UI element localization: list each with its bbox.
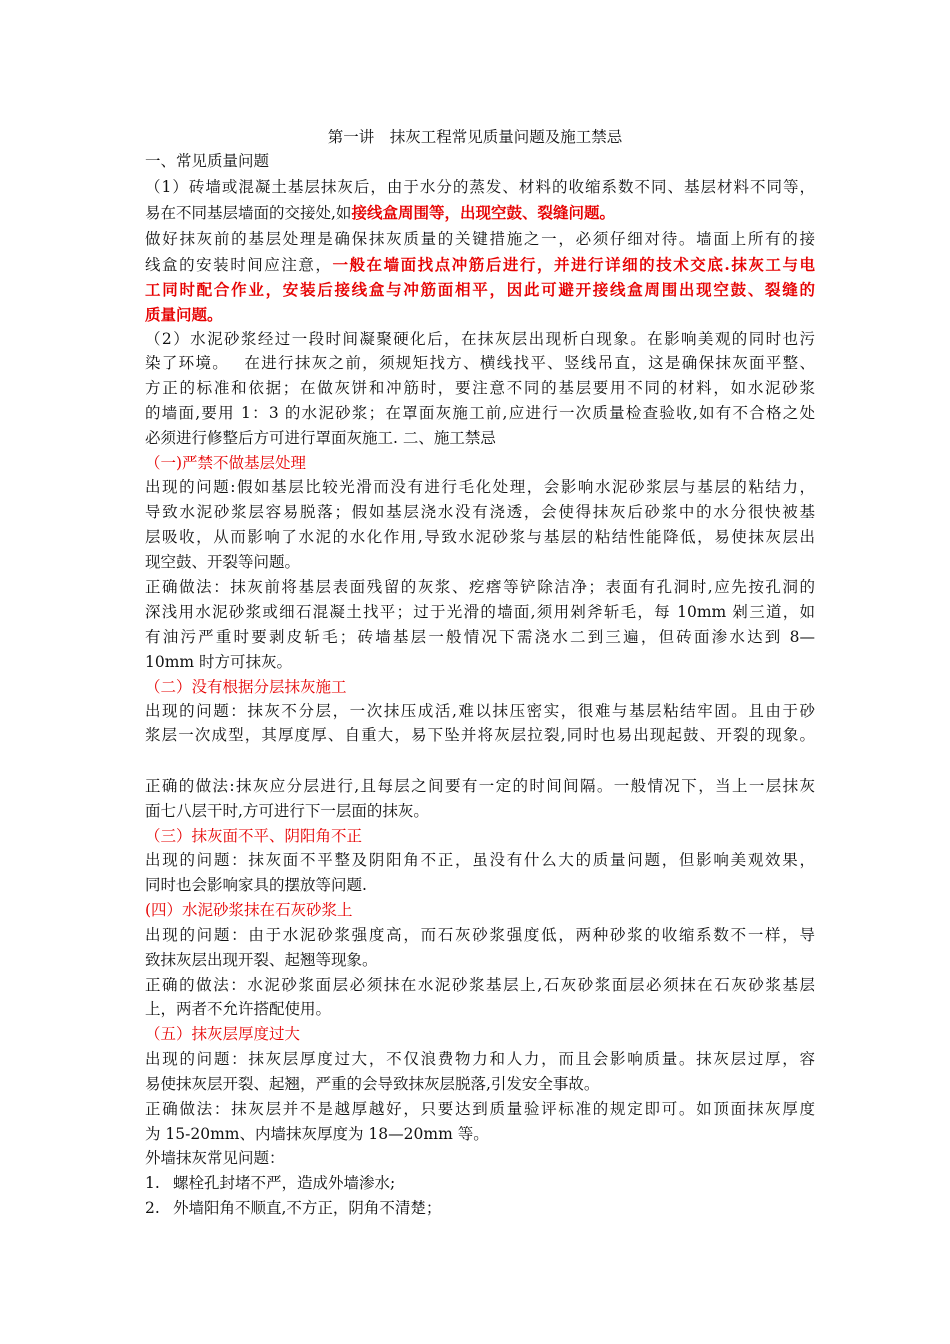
paragraph-line: （1）砖墙或混凝土基层抹灰后，由于水分的蒸发、材料的收缩系数不同、基层材料不同等，	[145, 178, 815, 196]
paragraph-line: 正确的做法:抹灰应分层进行,且每层之间要有一定的时间间隔。一般情况下，当上一层抹灰	[145, 777, 815, 795]
highlighted-line: 工同时配合作业，安装后接线盒与冲筋面相平，因此可避开接线盒周围出现空鼓、裂缝的	[145, 280, 815, 299]
paragraph-line: 出现的问题：抹灰面不平整及阴阳角不正，虽没有什么大的质量问题，但影响美观效果，	[145, 851, 815, 869]
paragraph-line	[145, 252, 815, 278]
paragraph-line: 的墙面,要用 1：3 的水泥砂浆；在罩面灰施工前,应进行一次质量检查验收,如有不合格之处	[145, 404, 815, 422]
paragraph-line: 面七八层干时,方可进行下一层面的抹灰。	[145, 802, 429, 820]
paragraph-line: 出现的问题：抹灰层厚度过大，不仅浪费物力和人力，而且会影响质量。抹灰层过厚，容	[145, 1050, 815, 1068]
paragraph-line: 层吸收，从而影响了水泥的水化作用,导致水泥砂浆与基层的粘结性能降低，易使抹灰层出	[145, 528, 815, 546]
paragraph-line: 正确做法：抹灰前将基层表面残留的灰浆、疙瘩等铲除洁净；表面有孔洞时,应先按孔洞的	[145, 578, 815, 596]
list-number: 1.	[145, 1174, 160, 1192]
paragraph-line: 出现的问题：抹灰不分层，一次抹压成活,难以抹压密实，很难与基层粘结牢固。且由于砂	[145, 702, 815, 720]
paragraph-line: 现空鼓、开裂等问题。	[145, 553, 301, 571]
paragraph-line: 导致水泥砂浆层容易脱落；假如基层浇水没有浇透，会使得抹灰后砂浆中的水分很快被基	[145, 503, 815, 521]
highlighted-line: 质量问题。	[145, 305, 223, 324]
section-heading-common-issues: 一、常见质量问题	[145, 152, 270, 170]
text-span: 线盒的安装时间应注意，	[145, 256, 333, 274]
paragraph-line: （2）水泥砂浆经过一段时间凝聚硬化后，在抹灰层出现析白现象。在影响美观的同时也污	[145, 330, 815, 348]
exterior-wall-heading: 外墙抹灰常见问题：	[145, 1149, 285, 1167]
paragraph-line: 出现的问题：由于水泥砂浆强度高，而石灰砂浆强度低，两种砂浆的收缩系数不一样，导	[145, 926, 815, 944]
subheading: (四）水泥砂浆抹在石灰砂浆上	[145, 901, 353, 919]
list-text: 外墙阳角不顺直,不方正，阴角不清楚；	[173, 1199, 442, 1217]
paragraph-line: 致抹灰层出现开裂、起翘等现象。	[145, 951, 378, 969]
paragraph-line: 方正的标准和依据；在做灰饼和冲筋时，要注意不同的基层要用不同的材料，如水泥砂浆	[145, 379, 815, 397]
subheading: （一)严禁不做基层处理	[145, 454, 307, 472]
subheading: （二）没有根据分层抹灰施工	[145, 678, 347, 696]
document-title: 第一讲 抹灰工程常见质量问题及施工禁忌	[327, 128, 623, 146]
highlighted-text: 一般在墙面找点冲筋后进行，并进行详细的技术交底.抹灰工与电	[332, 255, 815, 274]
list-text: 螺栓孔封堵不严，造成外墙渗水;	[173, 1174, 396, 1192]
paragraph-line: 易使抹灰层开裂、起翘，严重的会导致抹灰层脱落,引发安全事故。	[145, 1075, 600, 1093]
paragraph-line: 深浅用水泥砂浆或细石混凝土找平；过于光滑的墙面,须用剁斧斩毛，每 10mm 剁三道，如	[145, 603, 815, 621]
paragraph-line: 出现的问题:假如基层比较光滑而没有进行毛化处理，会影响水泥砂浆层与基层的粘结力，	[145, 478, 815, 496]
highlighted-text: 接线盒周围等，出现空鼓、裂缝问题。	[351, 203, 615, 222]
list-number: 2.	[145, 1199, 160, 1217]
paragraph-line: 正确的做法：水泥砂浆面层必须抹在水泥砂浆基层上,石灰砂浆面层必须抹在石灰砂浆基层	[145, 976, 815, 994]
subheading: （五）抹灰层厚度过大	[145, 1025, 301, 1043]
paragraph-line: 染了环境。 在进行抹灰之前，须规矩找方、横线找平、竖线吊直，这是确保抹灰面平整、	[145, 354, 815, 372]
paragraph-line: 做好抹灰前的基层处理是确保抹灰质量的关键措施之一，必须仔细对待。墙面上所有的接	[145, 230, 815, 248]
paragraph-line: 为 15-20mm、内墙抹灰厚度为 18—20mm 等。	[145, 1125, 489, 1143]
text-span: 易在不同基层墙面的交接处,如	[145, 204, 352, 222]
paragraph-line: 有油污严重时要剥皮斩毛；砖墙基层一般情况下需浇水二到三遍，但砖面渗水达到 8—	[145, 628, 815, 646]
paragraph-line: 正确做法：抹灰层并不是越厚越好，只要达到质量验评标准的规定即可。如顶面抹灰厚度	[145, 1100, 815, 1118]
paragraph-line: 浆层一次成型，其厚度厚、自重大，易下坠并将灰层拉裂,同时也易出现起鼓、开裂的现象。	[145, 726, 815, 744]
paragraph-line	[145, 200, 815, 226]
paragraph-line: 10mm 时方可抹灰。	[145, 653, 293, 671]
paragraph-line: 同时也会影响家具的摆放等问题.	[145, 876, 367, 894]
list-item	[145, 1195, 815, 1221]
subheading: （三）抹灰面不平、阴阳角不正	[145, 827, 363, 845]
paragraph-line: 必须进行修整后方可进行罩面灰施工. 二、施工禁忌	[145, 429, 496, 447]
paragraph-line: 上，两者不允许搭配使用。	[145, 1000, 332, 1018]
list-item	[145, 1170, 815, 1196]
